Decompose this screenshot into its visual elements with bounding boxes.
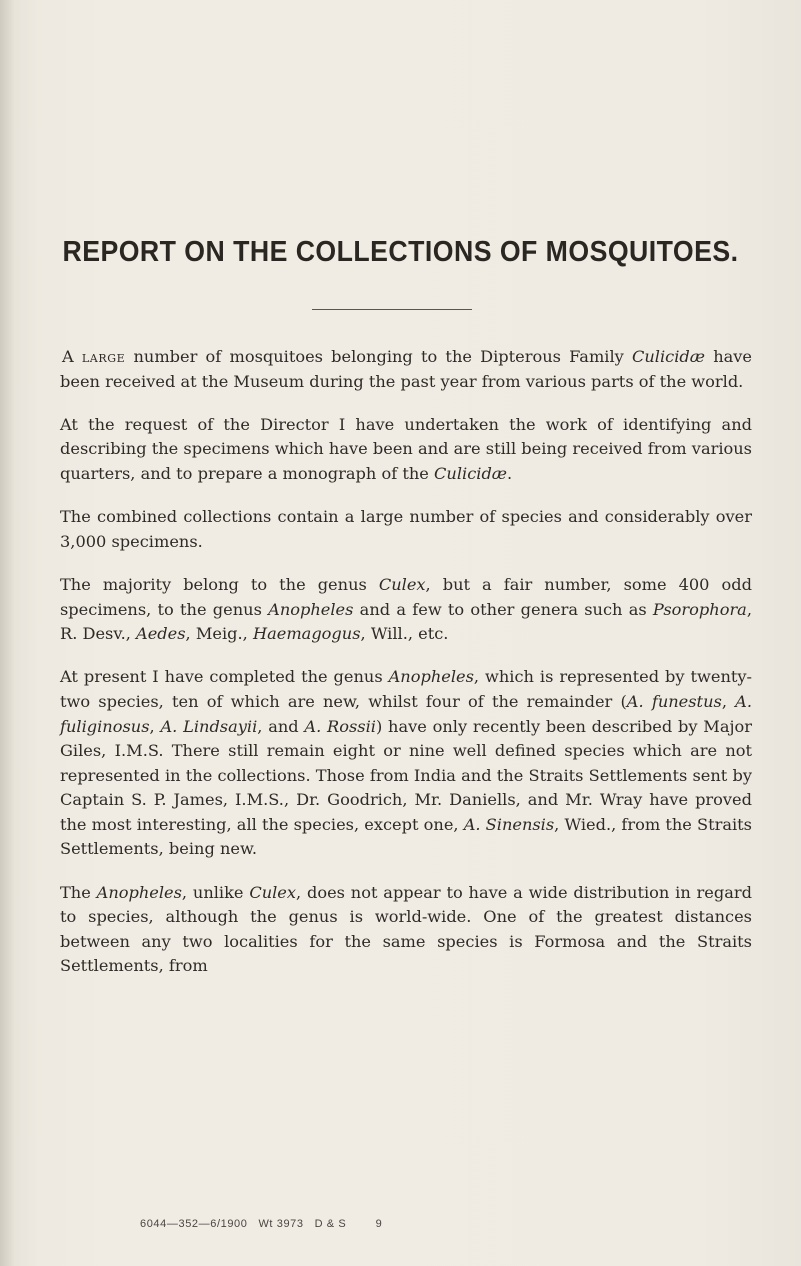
text-run: , Meig., [185,624,253,644]
imprint-printer: D & S [314,1218,347,1230]
text-run: , which is represented by twenty-two species, ten of which are new, whilst four of the remainder ( [60,667,752,711]
paragraph-5 [60,665,752,862]
text-run: have been received at the Museum during the past year from various parts of the world. [60,347,752,391]
taxon-name: A. fuliginosus [60,691,753,736]
text-run: ) have only recently been described by Major Giles, I.M.S. There still remain eight or nine well defined species which are not represented in the collections. Those from India and the Straits Settlements sent by Captain S. P. James, I.M.S., Dr. Goodrich, Mr. Daniells, and Mr. Wray have proved the most interesting, all the species, except one, [60,716,752,834]
text-run: The majority belong to the genus [60,574,379,594]
text-run: , [149,716,161,736]
text-run: , Wied., from the Straits Settlements, being new. [60,814,752,859]
taxon-name: Culex [249,882,297,902]
taxon-name: Psorophora [652,599,747,619]
text-run: and a few to other genera such as [353,599,653,619]
page-title: REPORT ON THE COLLECTIONS OF MOSQUITOES. [62,236,739,268]
taxon-name: A. Lindsayii [160,716,258,736]
text-run: , unlike [181,882,250,902]
text-run: , R. Desv., [60,599,752,644]
taxon-name: Anopheles [268,599,354,619]
body-text [60,345,752,998]
printer-imprint [140,1218,382,1230]
lead-word: large [81,347,126,366]
imprint-weight: Wt 3973 [258,1218,304,1230]
taxon-name: Aedes [136,624,186,644]
paragraph-6 [60,881,752,979]
taxon-name: A. Rossii [304,716,376,736]
paragraph-2 [60,413,752,487]
text-run: , Will., etc. [360,624,449,644]
paragraph-4 [60,573,752,647]
title-rule [312,309,472,310]
taxon-name: Anopheles [96,882,182,902]
text-run: At the request of the Director I have undertaken the work of identifying and describing the specimens which have been and are still being received from various quarters, and to prepare a monograph of the [60,414,752,483]
signature-mark: 9 [375,1218,383,1230]
taxon-name: Culicidæ [434,463,508,483]
dropcap: A [62,347,74,366]
text-run: number of mosquitoes belonging to the Dipterous Family [125,347,632,366]
text-run: , and [257,716,305,736]
paragraph-3 [60,505,752,554]
taxon-name: Haemagogus [252,624,361,644]
taxon-name: Culicidæ [632,347,705,366]
text-run: At present I have completed the genus [60,667,389,687]
taxon-name: Culex [378,574,426,594]
taxon-name: A. funestus [626,691,722,711]
text-run: The combined collections contain a large number of species and considerably over 3,000 specimens. [60,507,752,551]
binding-edge [0,0,14,1266]
text-run: , [721,691,736,711]
paragraph-1 [60,345,752,394]
text-run: , but a fair number, some 400 odd specimens, to the genus [60,574,752,619]
taxon-name: Anopheles [388,667,474,687]
text-run: . [507,463,513,483]
text-run: , does not appear to have a wide distribution in regard to species, although the genus is world-wide. One of the greatest distances between any two localities for the same species is Formosa and the Straits Settlements, from [60,882,752,976]
text-run: The [60,882,97,902]
taxon-name: A. Sinensis [463,814,555,834]
imprint-code: 6044—352—6/1900 [140,1218,248,1230]
